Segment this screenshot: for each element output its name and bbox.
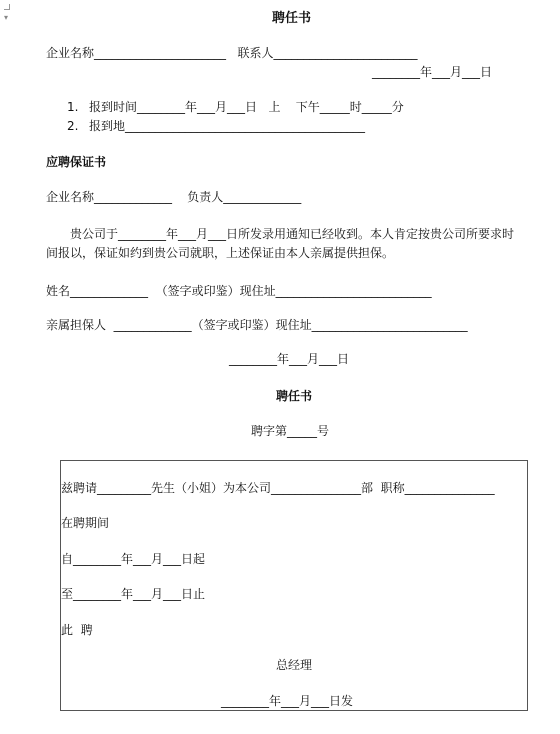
appointment-from-line: 自________年___月___日起 [61,552,206,566]
appointment-term-label: 在聘期间 [61,516,110,530]
list-item-report-place: 报到地________________________________________ [89,119,366,133]
appointment-number-line: 聘字第_____号 [251,424,330,438]
appointment-box [60,460,528,711]
appointment-signer: 总经理 [276,658,313,672]
appointment-issue-date: ________年___月___日发 [221,694,354,708]
list-item-number: 2. [67,119,79,133]
list-item-number: 1. [67,100,79,114]
guarantee-heading: 应聘保证书 [46,155,107,169]
appointment-closing: 此 聘 [61,623,93,637]
appointment-to-line: 至________年___月___日止 [61,587,206,601]
notice-title: 聘任书 [272,11,312,26]
notice-company-line: 企业名称______________________ 联系人________________________ [46,46,418,60]
guarantee-date-line: ________年___月___日 [229,352,350,366]
appointment-title: 聘任书 [276,389,313,403]
corner-mark [4,4,10,10]
collapse-arrow-icon: ▾ [4,13,9,22]
guarantee-company-line: 企业名称_____________ 负责人_____________ [46,190,302,204]
notice-date-line: ________年___月___日 [372,65,493,79]
guarantee-name-line: 姓名_____________ （签字或印鉴）现住址__________________________ [46,284,432,298]
guarantee-relative-line: 亲属担保人 _____________（签字或印鉴）现住址__________________________ [46,318,468,332]
appointment-hire-line: 兹聘请_________先生（小姐）为本公司_______________部 职称_______________ [61,481,495,495]
list-item-report-time: 报到时间________年___月___日 上 下午_____时_____分 [89,100,404,114]
guarantee-body-line: 间报以，保证如约到贵公司就职，上述保证由本人亲属提供担保。 [46,246,395,260]
guarantee-body-line: 贵公司于________年___月___日所发录用通知已经收到。本人肯定按贵公司所要求时 [70,227,515,241]
